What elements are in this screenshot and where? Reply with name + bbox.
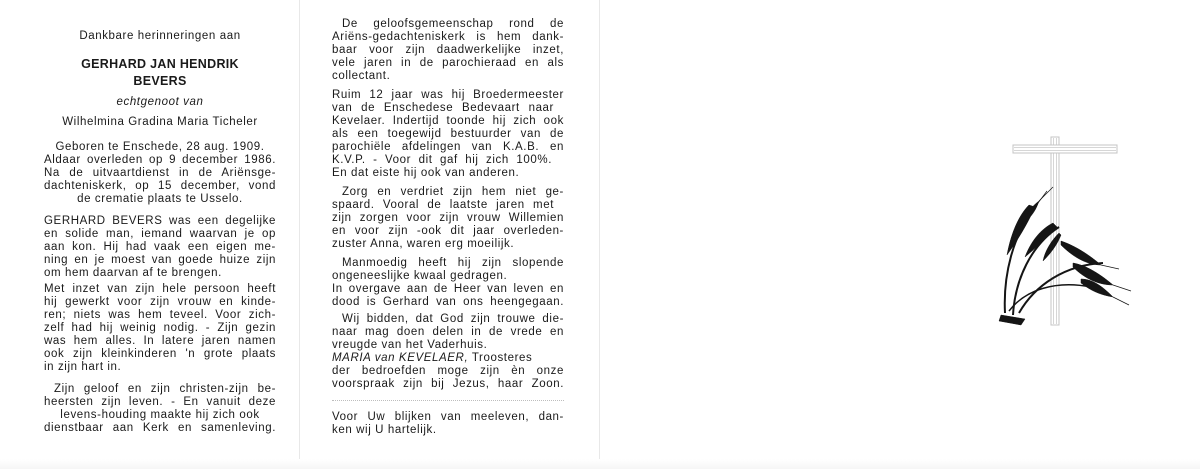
text-line: dood is Gerhard van ons heengegaan. [332, 296, 564, 308]
text-line: collectant. [332, 70, 391, 82]
birth-line: Na de uitvaartdienst in de Ariënsge- [44, 167, 276, 179]
text-line: zelf had hij weinig nodig. - Zijn gezin [44, 322, 276, 334]
text-line: naar mag doen delen in de vrede en [332, 326, 564, 338]
cross-icon [1013, 137, 1117, 325]
text-line: ken wij U hartelijk. [332, 424, 437, 436]
text-line: ongeneeslijke kwaal gedragen. [332, 270, 508, 282]
intro-text: Dankbare herinneringen aan [79, 30, 241, 42]
text-line: levens-houding maakte hij zich ook [60, 409, 260, 421]
cross-and-wheat-illustration [995, 115, 1195, 355]
text-line: Ariëns-gedachteniskerk is hem dank- [332, 31, 564, 43]
text-line [332, 352, 564, 364]
text-line: Kevelaer. Indertijd toonde hij zich ook [332, 115, 564, 127]
deceased-name-line2: BEVERS [133, 74, 187, 88]
text-line: En dat eiste hij ook van anderen. [332, 167, 520, 179]
text-line: ren; niets was hem teveel. Voor zich- [44, 309, 276, 321]
separator-line [332, 400, 564, 401]
text-line: Wij bidden, dat God zijn trouwe die- [342, 313, 564, 325]
text-line: K.V.P. - Voor dit gaf hij zich 100%. [332, 154, 552, 166]
left-panel [0, 0, 300, 469]
text-line: ook zijn kleinkinderen 'n grote plaats [44, 348, 276, 360]
text-line: en solide man, iemand waarvan je op [44, 228, 276, 240]
text-line: hij gewerkt voor zijn vrouw en kinde- [44, 296, 276, 308]
birth-line: dachteniskerk, op 15 december, vond [44, 180, 276, 192]
birth-line: Aldaar overleden op 9 december 1986. [44, 154, 276, 166]
text-line: in zijn hart in. [44, 361, 122, 373]
text-line: In overgave aan de Heer van leven en [332, 283, 564, 295]
text-line: en voor zijn -ook dit jaar overleden- [332, 225, 564, 237]
prayer-addressee: MARIA van KEVELAER, [332, 352, 469, 364]
text-line: ning en je moest van goede huize zijn [44, 254, 276, 266]
text-line: Ruim 12 jaar was hij Broedermeester [332, 89, 564, 101]
text-line: parochiële afdelingen van K.A.B. en [332, 141, 564, 153]
text-line: aan kon. Hij had vaak een eigen me- [44, 241, 276, 253]
wheat-sheaf-icon [999, 187, 1131, 325]
middle-panel [300, 0, 598, 469]
text-line: zuster Anna, waren erg moeilijk. [332, 238, 515, 250]
text-line: Manmoedig heeft hij zijn slopende [342, 257, 564, 269]
text-line: GERHARD BEVERS was een degelijke [44, 215, 276, 227]
text-line: der bedroefden moge zijn èn onze [332, 365, 564, 377]
text-line: Zijn geloof en zijn christen-zijn be- [54, 383, 276, 395]
spouse-name: Wilhelmina Gradina Maria Ticheler [62, 116, 258, 128]
page-bottom-edge [0, 459, 1200, 469]
prayer-title: Troosteres [468, 352, 533, 364]
text-line: zijn zorgen voor zijn vrouw Willemien [332, 212, 564, 224]
text-line: Voor Uw blijken van meeleven, dan- [332, 411, 564, 423]
birth-line: Geboren te Enschede, 28 aug. 1909. [55, 141, 265, 153]
text-line: als een toegewijd bestuurder van de [332, 128, 564, 140]
text-line: vele jaren in de parochieraad en als [332, 57, 564, 69]
right-panel [600, 0, 1200, 469]
text-line: voorspraak zijn bij Jezus, haar Zoon. [332, 378, 564, 390]
text-line: van de Enschedese Bedevaart naar [332, 102, 554, 114]
text-line: Zorg en verdriet zijn hem niet ge- [342, 186, 564, 198]
text-line: heersten zijn leven. - En vanuit deze [44, 396, 276, 408]
text-line: om hem daarvan af te brengen. [44, 267, 222, 279]
text-line: baar voor zijn daadwerkelijke inzet, [332, 44, 564, 56]
text-line: vreugde van het Vaderhuis. [332, 339, 488, 351]
text-line: Met inzet van zijn hele persoon heeft [44, 283, 276, 295]
deceased-name-line1: GERHARD JAN HENDRIK [81, 57, 239, 71]
birth-line: de crematie plaats te Usselo. [77, 193, 243, 205]
text-line: was hem alles. In latere jaren namen [44, 335, 276, 347]
text-line: spaard. Vooral de laatste jaren met [332, 199, 554, 211]
relation-text: echtgenoot van [116, 96, 204, 108]
text-line: De geloofsgemeenschap rond de [342, 18, 564, 30]
text-line: dienstbaar aan Kerk en samenleving. [44, 422, 276, 434]
